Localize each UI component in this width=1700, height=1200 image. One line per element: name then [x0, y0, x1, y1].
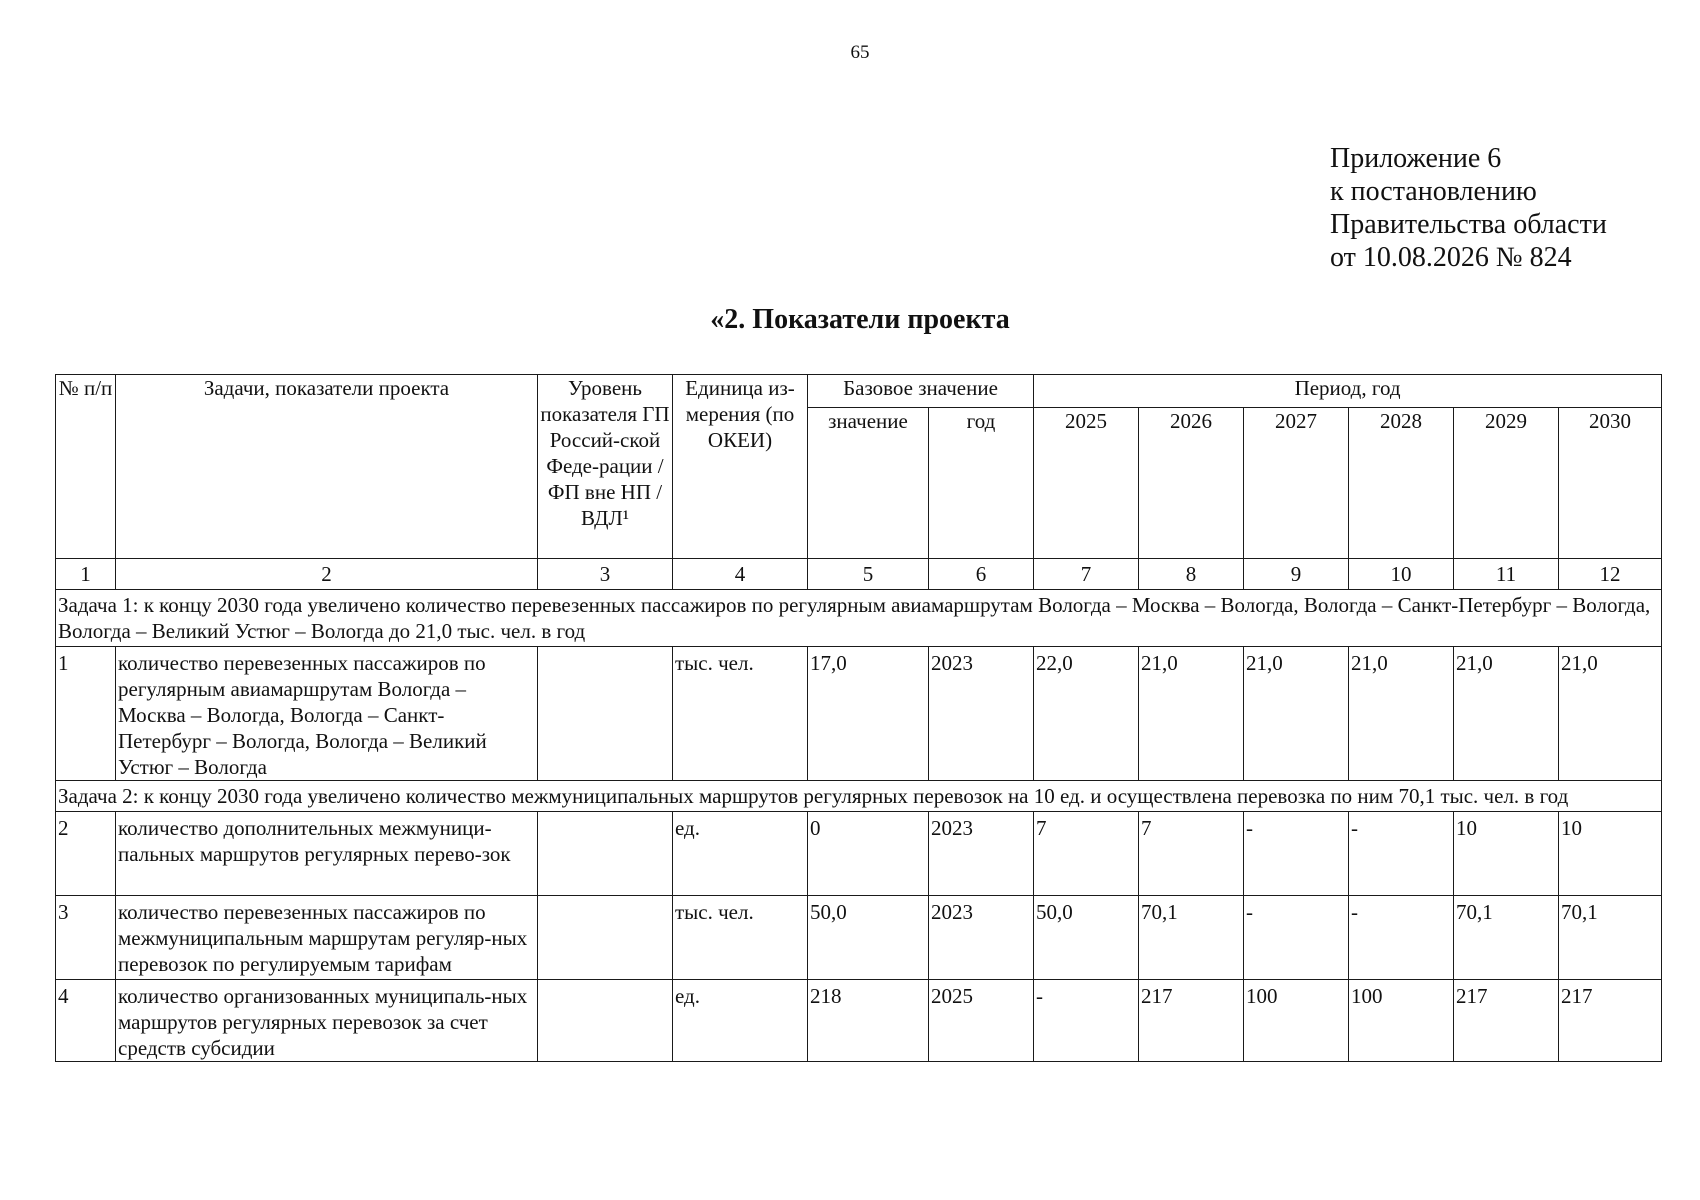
year-value: 100	[1349, 980, 1454, 1062]
task-text: Задача 2: к концу 2030 года увеличено количество межмуниципальных маршрутов регулярных перевозок на 10 ед. и осуществлена перевозка по ним 70,1 тыс. чел. в год	[56, 781, 1662, 812]
column-number: 10	[1349, 559, 1454, 590]
year-value: -	[1244, 896, 1349, 980]
base-year: 2023	[929, 647, 1034, 781]
year-value: -	[1349, 896, 1454, 980]
year-value: 7	[1139, 812, 1244, 896]
year-value: 21,0	[1349, 647, 1454, 781]
indicator-level	[538, 647, 673, 781]
column-numbers-row	[56, 559, 1662, 590]
year-value: 100	[1244, 980, 1349, 1062]
base-value: 0	[808, 812, 929, 896]
column-number: 1	[56, 559, 116, 590]
year-value: 70,1	[1559, 896, 1662, 980]
year-value: 21,0	[1559, 647, 1662, 781]
appendix-note	[1330, 142, 1607, 274]
task-row	[56, 781, 1662, 812]
header-year: 2030	[1559, 408, 1662, 559]
year-value: 21,0	[1244, 647, 1349, 781]
column-number: 2	[116, 559, 538, 590]
table-row	[56, 896, 1662, 980]
year-value: -	[1244, 812, 1349, 896]
year-value: 217	[1139, 980, 1244, 1062]
year-value: -	[1349, 812, 1454, 896]
year-value: 21,0	[1139, 647, 1244, 781]
base-year: 2025	[929, 980, 1034, 1062]
column-number: 3	[538, 559, 673, 590]
indicator-unit: ед.	[673, 980, 808, 1062]
header-year: 2029	[1454, 408, 1559, 559]
table-row	[56, 647, 1662, 781]
indicator-level	[538, 980, 673, 1062]
year-value: 22,0	[1034, 647, 1139, 781]
column-number: 9	[1244, 559, 1349, 590]
year-value: 7	[1034, 812, 1139, 896]
task-row	[56, 590, 1662, 647]
header-period-group: Период, год	[1034, 375, 1662, 408]
header-base-year: год	[929, 408, 1034, 559]
appendix-line: от 10.08.2026 № 824	[1330, 242, 1572, 273]
table-row	[56, 980, 1662, 1062]
year-value: 50,0	[1034, 896, 1139, 980]
base-year: 2023	[929, 896, 1034, 980]
indicator-name: количество организованных муниципаль-ных маршрутов регулярных перевозок за счет средств субсидии	[116, 980, 538, 1062]
appendix-line: Приложение 6	[1330, 143, 1502, 174]
header-year: 2028	[1349, 408, 1454, 559]
year-value: 21,0	[1454, 647, 1559, 781]
header-base-value: значение	[808, 408, 929, 559]
base-value: 50,0	[808, 896, 929, 980]
year-value: 217	[1454, 980, 1559, 1062]
document-title: «2. Показатели проекта	[710, 304, 1010, 335]
column-number: 6	[929, 559, 1034, 590]
column-number: 8	[1139, 559, 1244, 590]
row-number: 1	[56, 647, 116, 781]
indicator-name: количество перевезенных пассажиров по межмуниципальным маршрутам регуляр-ных перевозок по регулируемым тарифам	[116, 896, 538, 980]
row-number: 3	[56, 896, 116, 980]
year-value: 10	[1454, 812, 1559, 896]
year-value: 10	[1559, 812, 1662, 896]
header-task-name: Задачи, показатели проекта	[116, 375, 538, 559]
header-unit: Единица из-мерения (по ОКЕИ)	[673, 375, 808, 559]
indicator-name: количество дополнительных межмуници-пальных маршрутов регулярных перево-зок	[116, 812, 538, 896]
page-number: 65	[850, 42, 870, 63]
header-year: 2026	[1139, 408, 1244, 559]
year-value: 70,1	[1139, 896, 1244, 980]
column-number: 11	[1454, 559, 1559, 590]
header-year: 2025	[1034, 408, 1139, 559]
row-number: 4	[56, 980, 116, 1062]
header-year: 2027	[1244, 408, 1349, 559]
base-value: 17,0	[808, 647, 929, 781]
header-level: Уровень показателя ГП Россий-ской Феде-рации / ФП вне НП / ВДЛ¹	[538, 375, 673, 559]
indicator-name: количество перевезенных пассажиров по регулярным авиамаршрутам Вологда – Москва – Вологда, Вологда – Санкт-Петербург – Вологда, Вологда – Великий Устюг – Вологда	[116, 647, 538, 781]
indicator-level	[538, 896, 673, 980]
column-number: 4	[673, 559, 808, 590]
indicator-unit: тыс. чел.	[673, 896, 808, 980]
year-value: 70,1	[1454, 896, 1559, 980]
indicators-table	[55, 374, 1662, 1062]
base-year: 2023	[929, 812, 1034, 896]
table-row	[56, 812, 1662, 896]
indicator-level	[538, 812, 673, 896]
row-number: 2	[56, 812, 116, 896]
header-base-group: Базовое значение	[808, 375, 1034, 408]
indicator-unit: тыс. чел.	[673, 647, 808, 781]
column-number: 7	[1034, 559, 1139, 590]
year-value: 217	[1559, 980, 1662, 1062]
base-value: 218	[808, 980, 929, 1062]
column-number: 12	[1559, 559, 1662, 590]
indicator-unit: ед.	[673, 812, 808, 896]
year-value: -	[1034, 980, 1139, 1062]
task-text: Задача 1: к концу 2030 года увеличено количество перевезенных пассажиров по регулярным авиамаршрутам Вологда – Москва – Вологда, Вологда – Санкт-Петербург – Вологда, Вологда – Великий Устюг – Вологда до 21,0 тыс. чел. в год	[56, 590, 1662, 647]
appendix-line: Правительства области	[1330, 209, 1607, 240]
column-number: 5	[808, 559, 929, 590]
header-number: № п/п	[56, 375, 116, 559]
appendix-line: к постановлению	[1330, 176, 1537, 207]
